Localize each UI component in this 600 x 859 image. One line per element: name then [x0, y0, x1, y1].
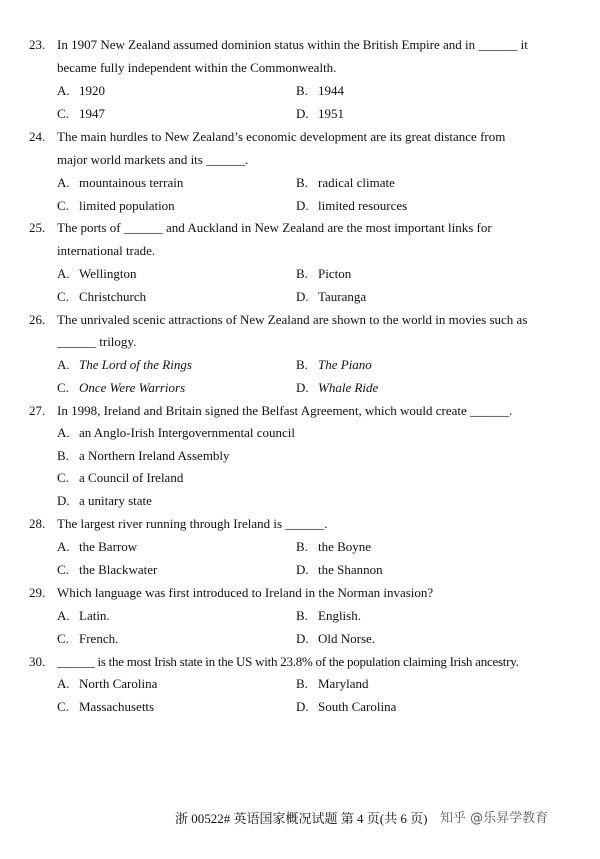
option-d [57, 490, 152, 513]
option-letter: A. [57, 539, 70, 554]
option-text: 1951 [318, 106, 344, 121]
option-letter: D. [296, 562, 309, 577]
option-text: Wellington [79, 266, 137, 281]
question-text-line: The ports of ______ and Auckland in New Zealand are the most important links for [57, 220, 492, 235]
option-text: Picton [318, 266, 352, 281]
question-text-line: international trade. [57, 243, 156, 258]
option-b [296, 605, 361, 628]
option-text: Latin. [79, 608, 110, 623]
option-letter: A. [57, 175, 70, 190]
option-letter: C. [57, 380, 69, 395]
option-letter: C. [57, 106, 69, 121]
option-d [296, 696, 396, 719]
option-text: mountainous terrain [79, 175, 184, 190]
option-text: a Council of Ireland [79, 470, 184, 485]
question-text-line: The unrivaled scenic attractions of New Zealand are shown to the world in movies such as [57, 312, 528, 327]
option-text: Whale Ride [318, 380, 379, 395]
option-text: The Lord of the Rings [79, 357, 192, 372]
watermark: 知乎 @乐昇学教育 [440, 811, 549, 826]
option-d [296, 103, 344, 126]
option-a [57, 422, 295, 445]
option-text: the Barrow [79, 539, 138, 554]
question-text-line: The largest river running through Ireland is ______. [57, 516, 328, 531]
option-a [57, 172, 183, 195]
option-text: 1944 [318, 83, 344, 98]
option-letter: D. [296, 106, 309, 121]
option-text: 1920 [79, 83, 105, 98]
question-text-line: became fully independent within the Commonwealth. [57, 60, 337, 75]
option-text: an Anglo-Irish Intergovernmental council [79, 425, 296, 440]
option-c [57, 559, 157, 582]
option-c [57, 286, 146, 309]
question-number: 30. [29, 654, 46, 669]
option-text: limited resources [318, 198, 408, 213]
option-d [296, 286, 366, 309]
option-letter: B. [296, 83, 308, 98]
option-letter: B. [296, 539, 308, 554]
option-a [57, 673, 157, 696]
option-letter: B. [296, 266, 308, 281]
option-b [296, 673, 369, 696]
option-letter: A. [57, 425, 70, 440]
question-text-line: ______ is the most Irish state in the US with 23.8% of the population claiming Irish ancestry. [57, 654, 519, 669]
option-c [57, 628, 118, 651]
option-text: Tauranga [318, 289, 367, 304]
option-letter: C. [57, 470, 69, 485]
option-d [296, 628, 375, 651]
option-text: a Northern Ireland Assembly [79, 448, 230, 463]
question-text-line: In 1907 New Zealand assumed dominion status within the British Empire and in ______ it [57, 37, 528, 52]
option-text: French. [79, 631, 119, 646]
question-text-line: Which language was first introduced to Ireland in the Norman invasion? [57, 585, 434, 600]
question-number: 24. [29, 129, 46, 144]
option-c [57, 377, 185, 400]
option-text: Maryland [318, 676, 369, 691]
option-text: Once Were Warriors [79, 380, 186, 395]
option-letter: A. [57, 676, 70, 691]
option-letter: A. [57, 266, 70, 281]
option-letter: A. [57, 357, 70, 372]
option-a [57, 80, 105, 103]
option-text: Old Norse. [318, 631, 376, 646]
option-letter: C. [57, 631, 69, 646]
option-letter: C. [57, 562, 69, 577]
question-text-line: In 1998, Ireland and Britain signed the Belfast Agreement, which would create ______. [57, 403, 513, 418]
option-d [296, 559, 383, 582]
option-c [57, 195, 175, 218]
option-c [57, 467, 183, 490]
option-text: North Carolina [79, 676, 158, 691]
option-b [57, 445, 230, 468]
option-text: Massachusetts [79, 699, 155, 714]
question-number: 29. [29, 585, 46, 600]
question-number: 25. [29, 220, 46, 235]
footer-title: 浙 00522# 英语国家概况试题 第 4 页(共 6 页) [175, 811, 428, 826]
option-letter: B. [296, 357, 308, 372]
option-letter: D. [57, 493, 70, 508]
option-text: radical climate [318, 175, 395, 190]
option-d [296, 195, 407, 218]
option-c [57, 103, 105, 126]
question-text-line: major world markets and its ______. [57, 152, 249, 167]
option-text: English. [318, 608, 361, 623]
option-a [57, 536, 137, 559]
question-number: 28. [29, 516, 46, 531]
question-text-line: The main hurdles to New Zealand’s economic development are its great distance from [57, 129, 506, 144]
option-b [296, 354, 372, 377]
option-letter: C. [57, 289, 69, 304]
option-b [296, 263, 351, 286]
option-letter: D. [296, 380, 309, 395]
option-a [57, 354, 192, 377]
option-text: The Piano [318, 357, 372, 372]
option-b [296, 172, 395, 195]
option-text: South Carolina [318, 699, 397, 714]
option-a [57, 605, 110, 628]
option-letter: B. [296, 676, 308, 691]
question-text-line: ______ trilogy. [57, 334, 137, 349]
option-text: the Blackwater [79, 562, 158, 577]
option-a [57, 263, 136, 286]
option-letter: C. [57, 198, 69, 213]
option-b [296, 536, 371, 559]
question-number: 26. [29, 312, 46, 327]
option-text: the Boyne [318, 539, 372, 554]
option-letter: A. [57, 83, 70, 98]
option-letter: D. [296, 198, 309, 213]
option-letter: C. [57, 699, 69, 714]
option-text: the Shannon [318, 562, 383, 577]
option-letter: B. [296, 175, 308, 190]
option-text: limited population [79, 198, 175, 213]
option-letter: D. [296, 631, 309, 646]
option-text: 1947 [79, 106, 105, 121]
option-c [57, 696, 154, 719]
question-number: 27. [29, 403, 46, 418]
option-d [296, 377, 378, 400]
option-b [296, 80, 344, 103]
option-letter: B. [57, 448, 69, 463]
option-text: Christchurch [79, 289, 147, 304]
option-letter: A. [57, 608, 70, 623]
question-number: 23. [29, 37, 46, 52]
option-letter: B. [296, 608, 308, 623]
option-text: a unitary state [79, 493, 152, 508]
option-letter: D. [296, 289, 309, 304]
option-letter: D. [296, 699, 309, 714]
